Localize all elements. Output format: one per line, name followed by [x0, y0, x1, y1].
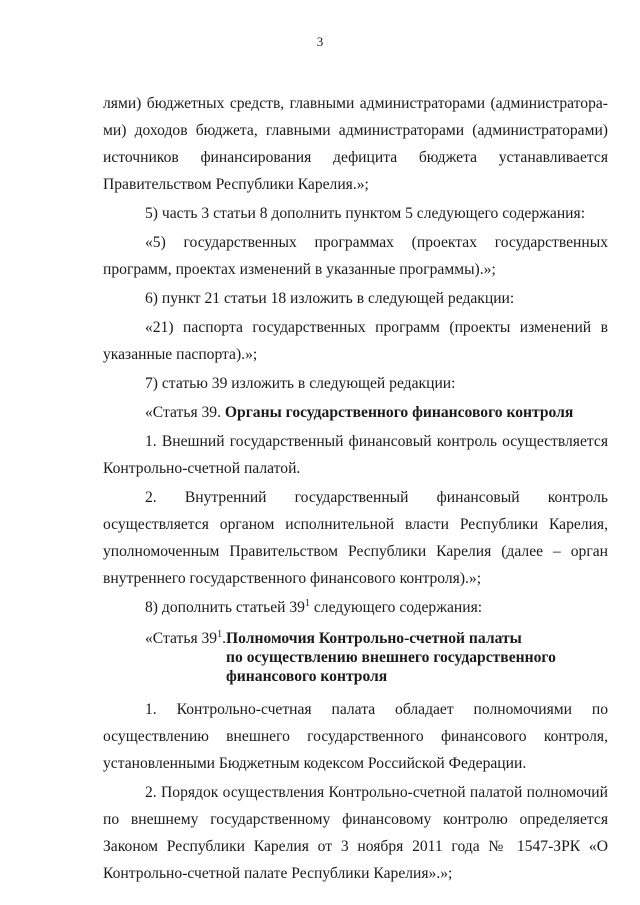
article-39-1-prefix: «Статья $39^1$.	[145, 628, 227, 647]
amendment-item-5: 5) часть 3 статьи 8 дополнить пунктом 5 следующего содержания:	[145, 205, 586, 222]
article-39-title: Органы государственного финансового контроля	[224, 404, 574, 421]
article-title-line-1: Полномочия Контрольно-счетной палаты	[226, 630, 522, 647]
amendment-item-6: 6) пункт 21 статьи 18 изложить в следующей редакции:	[145, 290, 515, 307]
article-39-1-part-1: 1. Контрольно-счетная палата обладает полномочиями по осуществлению внешнего государственного финансового контроля, установленными Бюджетным кодексом Российской Федерации.	[103, 701, 608, 772]
article-39-heading	[103, 399, 608, 426]
article-39-part-2: 2. Внутренний государственный финансовый контроль осуществляется органом исполнительной власти Республики Карелия, уполномоченным Правительством Республики Карелия (далее – орган внутреннего государственного финансового контроля).»;	[103, 489, 608, 587]
article-title-line-2: по осуществлению внешнего государственного	[226, 649, 556, 666]
document-body	[103, 90, 608, 889]
page-number: 3	[316, 34, 324, 49]
amendment-item-7: 7) статью 39 изложить в следующей редакции:	[145, 375, 456, 392]
amendment-text-5: «5) государственных программах (проектах государственных программ, проектах изменений в указанные программы).»;	[103, 234, 608, 278]
article-title-line-3: финансового контроля	[226, 668, 388, 685]
article-39-prefix: «Статья 39.	[145, 404, 225, 421]
article-39-1-heading	[103, 625, 608, 686]
article-39-1-title	[226, 625, 556, 686]
amendment-text-6: «21) паспорта государственных программ (проекты изменений в указанные паспорта).»;	[103, 319, 608, 363]
amendment-item-8: 8) дополнить статьей $39^1$ следующего содержания:	[145, 597, 483, 616]
article-39-1-part-2: 2. Порядок осуществления Контрольно-счетной палатой полномочий по внешнему государственному финансовому контролю определяется Законом Республики Карелия от 3 ноября 2011 года № 1547-ЗРК «О Контрольно-счетной палате Республики Карелия».»;	[103, 784, 608, 882]
paragraph-continuation: лями) бюджетных средств, главными администраторами (администратора-ми) доходов бюджета, главными администраторами (администраторами) источников финансирования дефицита бюджета устанавливается Правительством Республики Карелия.»;	[103, 95, 608, 193]
article-39-part-1: 1. Внешний государственный финансовый контроль осуществляется Контрольно-счетной палатой.	[103, 433, 608, 477]
